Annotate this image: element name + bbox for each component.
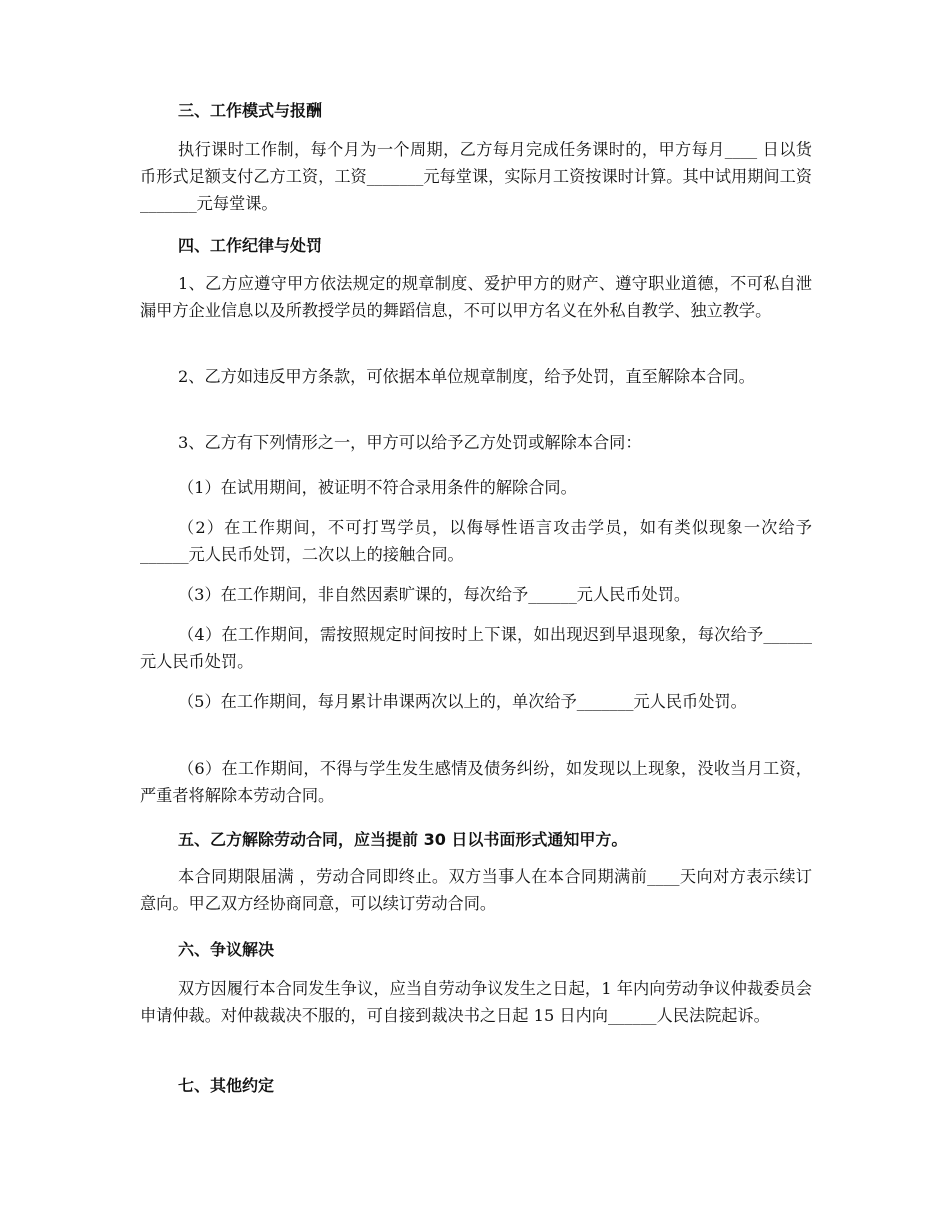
section-heading-4: 四、工作纪律与处罚: [178, 236, 323, 255]
paragraph-termination: 本合同期限届满 ，劳动合同即终止。双方当事人在本合同期满前____天向对方表示续订意向。甲乙双方经协商同意，可以续订劳动合同。: [140, 867, 812, 913]
section-heading-7: 七、其他约定: [178, 1076, 275, 1095]
clause-item-4: （4）在工作期间，需按照规定时间按时上下课，如出现迟到早退现象，每次给予______元人民币处罚。: [140, 625, 812, 671]
section-heading-3: 三、工作模式与报酬: [178, 101, 323, 120]
paragraph-discipline-1: 1、乙方应遵守甲方依法规定的规章制度、爱护甲方的财产、遵守职业道德，不可私自泄漏甲方企业信息以及所教授学员的舞蹈信息，不可以甲方名义在外私自教学、独立教学。: [140, 274, 812, 320]
section-heading-5: 五、乙方解除劳动合同，应当提前 30 日以书面形式通知甲方。: [178, 830, 628, 849]
paragraph-discipline-2: 2、乙方如违反甲方条款，可依据本单位规章制度，给予处罚，直至解除本合同。: [178, 367, 755, 386]
clause-item-1: （1）在试用期间，被证明不符合录用条件的解除合同。: [178, 478, 577, 497]
paragraph-dispute: 双方因履行本合同发生争议，应当自劳动争议发生之日起，1 年内向劳动争议仲裁委员会申请仲裁。对仲裁裁决不服的，可自接到裁决书之日起 15 日内向______人民法院起诉。: [140, 979, 812, 1025]
paragraph-discipline-3: 3、乙方有下列情形之一，甲方可以给予乙方处罚或解除本合同：: [178, 433, 642, 452]
section-heading-6: 六、争议解决: [178, 940, 275, 959]
clause-item-5: （5）在工作期间，每月累计串课两次以上的，单次给予_______元人民币处罚。: [178, 692, 747, 711]
clause-item-3: （3）在工作期间，非自然因素旷课的，每次给予______元人民币处罚。: [178, 585, 691, 604]
clause-item-2: （2）在工作期间，不可打骂学员，以侮辱性语言攻击学员，如有类似现象一次给予______元人民币处罚，二次以上的接触合同。: [140, 518, 812, 564]
clause-item-6: （6）在工作期间，不得与学生发生感情及债务纠纷，如发现以上现象，没收当月工资，严重者将解除本劳动合同。: [140, 759, 812, 805]
paragraph-salary: 执行课时工作制，每个月为一个周期，乙方每月完成任务课时的，甲方每月____ 日以货币形式足额支付乙方工资，工资_______元每堂课，实际月工资按课时计算。其中试用期间工资_______元每堂课。: [140, 140, 812, 213]
